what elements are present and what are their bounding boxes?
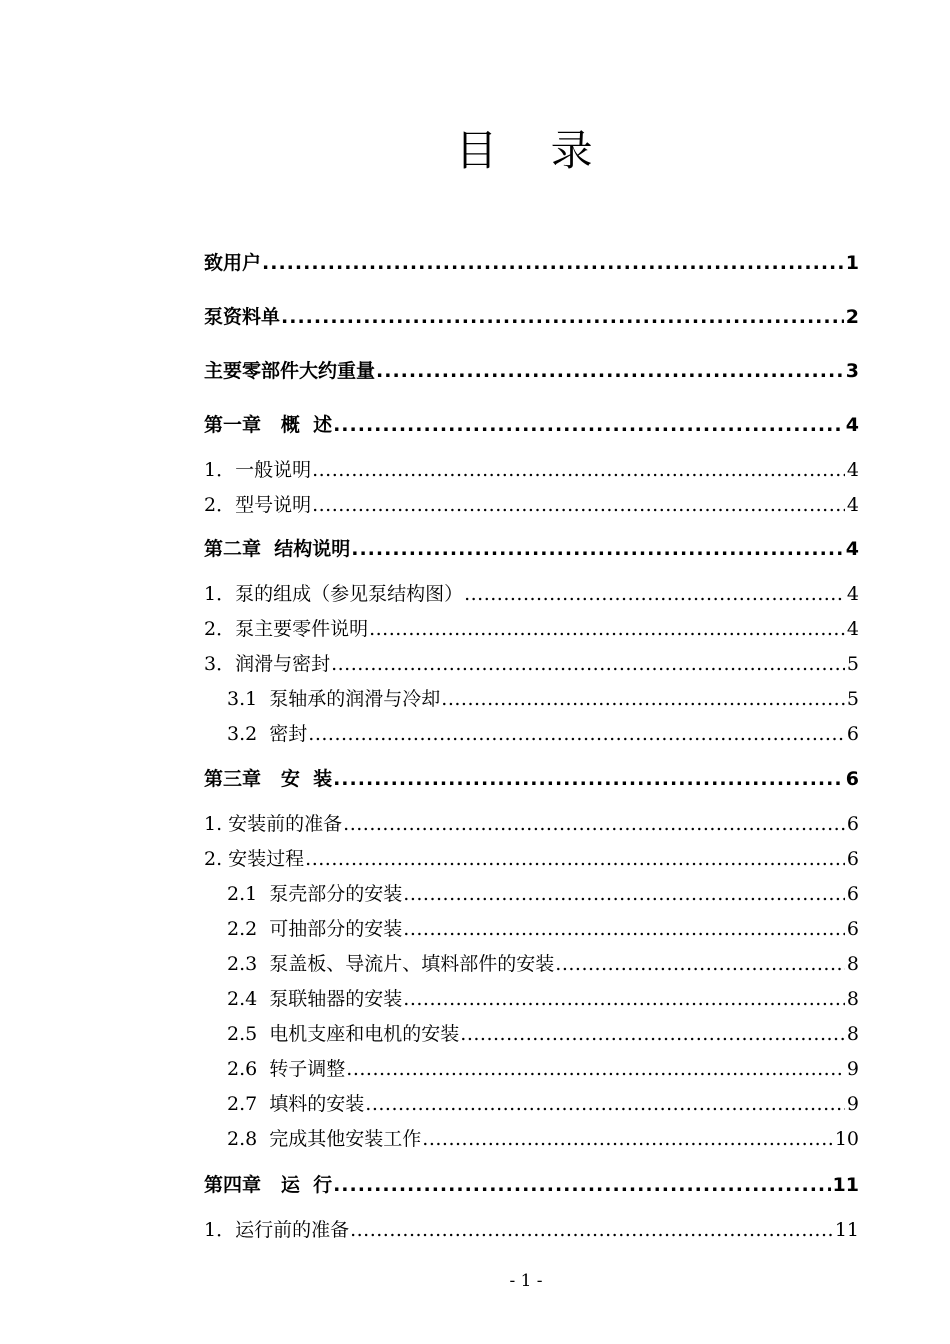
- toc-entry[interactable]: [204, 1170, 859, 1200]
- dot-leader: [422, 1124, 833, 1154]
- dot-leader: [369, 614, 845, 644]
- page-number-footer: - 1 -: [509, 1271, 543, 1291]
- toc-entry[interactable]: [227, 1054, 859, 1084]
- toc-entry-page: 6: [846, 723, 859, 745]
- toc-entry-page: 4: [846, 494, 859, 516]
- toc-entry[interactable]: [227, 879, 859, 909]
- toc-entry[interactable]: [227, 949, 859, 979]
- dot-leader: [312, 455, 845, 485]
- toc-entry-label: 2.1 泵壳部分的安装: [227, 883, 403, 905]
- dot-leader: [333, 764, 844, 794]
- dot-leader: [308, 719, 845, 749]
- dot-leader: [441, 684, 845, 714]
- toc-entry[interactable]: [227, 1019, 859, 1049]
- dot-leader: [312, 490, 845, 520]
- toc-entry-label: 第三章 安 装: [204, 768, 333, 790]
- toc-entry-page: 10: [834, 1128, 859, 1150]
- toc-entry-label: 1．泵的组成（参见泵结构图）: [204, 583, 464, 605]
- toc-entry-page: 4: [845, 414, 859, 436]
- toc-entry[interactable]: [204, 248, 859, 278]
- toc-entry-label: 第一章 概 述: [204, 414, 333, 436]
- toc-entry[interactable]: [204, 356, 859, 386]
- toc-entry-label: 第二章 结构说明: [204, 538, 351, 560]
- dot-leader: [262, 248, 844, 278]
- dot-leader: [331, 649, 845, 679]
- toc-entry-page: 9: [846, 1093, 859, 1115]
- toc-entry-page: 11: [834, 1219, 859, 1241]
- toc-entry-page: 5: [846, 653, 859, 675]
- toc-entry[interactable]: [204, 490, 859, 520]
- toc-entry[interactable]: [204, 410, 859, 440]
- toc-entry[interactable]: [227, 1124, 859, 1154]
- toc-entry[interactable]: [227, 719, 859, 749]
- toc-entry[interactable]: [204, 579, 859, 609]
- toc-entry-page: 8: [846, 988, 859, 1010]
- toc-entry-label: 2.2 可抽部分的安装: [227, 918, 403, 940]
- toc-entry-page: 4: [846, 583, 859, 605]
- toc-entry-label: 1. 安装前的准备: [204, 813, 343, 835]
- dot-leader: [351, 534, 844, 564]
- toc-entry[interactable]: [204, 844, 859, 874]
- toc-entry[interactable]: [204, 649, 859, 679]
- toc-entry[interactable]: [204, 302, 859, 332]
- toc-entry-page: 6: [846, 848, 859, 870]
- toc-entry-page: 6: [846, 883, 859, 905]
- toc-entry-page: 3: [845, 360, 859, 382]
- toc-entry[interactable]: [204, 1215, 859, 1245]
- toc-entry-label: 主要零部件大约重量: [204, 360, 376, 382]
- toc-entry-page: 6: [846, 918, 859, 940]
- toc-entry-label: 第四章 运 行: [204, 1174, 333, 1196]
- dot-leader: [281, 302, 844, 332]
- toc-entry-page: 8: [846, 1023, 859, 1045]
- toc-entry-page: 4: [846, 618, 859, 640]
- toc-entry-label: 2．泵主要零件说明: [204, 618, 369, 640]
- toc-entry-page: 11: [832, 1174, 859, 1196]
- toc-entry-label: 3.2 密封: [227, 723, 308, 745]
- dot-leader: [346, 1054, 845, 1084]
- toc-entry-page: 6: [845, 768, 859, 790]
- toc-entry-label: 2．型号说明: [204, 494, 312, 516]
- toc-entry[interactable]: [227, 1089, 859, 1119]
- dot-leader: [555, 949, 845, 979]
- toc-entry[interactable]: [204, 614, 859, 644]
- toc-entry-page: 2: [845, 306, 859, 328]
- toc-entry[interactable]: [204, 534, 859, 564]
- toc-entry-page: 8: [846, 953, 859, 975]
- toc-entry-page: 1: [845, 252, 859, 274]
- toc-entry-label: 致用户: [204, 252, 262, 274]
- dot-leader: [333, 410, 844, 440]
- dot-leader: [343, 809, 845, 839]
- toc-entry-label: 1．一般说明: [204, 459, 312, 481]
- dot-leader: [350, 1215, 833, 1245]
- toc-entry[interactable]: [227, 914, 859, 944]
- toc-entry-label: 2.8 完成其他安装工作: [227, 1128, 422, 1150]
- toc-entry-page: 5: [846, 688, 859, 710]
- dot-leader: [333, 1170, 830, 1200]
- toc-entry-page: 4: [845, 538, 859, 560]
- dot-leader: [365, 1089, 845, 1119]
- dot-leader: [305, 844, 845, 874]
- toc-entry-label: 2.5 电机支座和电机的安装: [227, 1023, 460, 1045]
- toc-entry-label: 1．运行前的准备: [204, 1219, 350, 1241]
- toc-entry[interactable]: [204, 764, 859, 794]
- toc-entry[interactable]: [227, 684, 859, 714]
- toc-entry[interactable]: [204, 455, 859, 485]
- toc-entry-label: 3．润滑与密封: [204, 653, 331, 675]
- toc-entry[interactable]: [227, 984, 859, 1014]
- toc-entry-page: 4: [846, 459, 859, 481]
- dot-leader: [403, 879, 845, 909]
- toc-entry-label: 2.6 转子调整: [227, 1058, 346, 1080]
- toc-entry-label: 3.1 泵轴承的润滑与冷却: [227, 688, 441, 710]
- toc-entry-label: 2. 安装过程: [204, 848, 305, 870]
- page-title: 目 录: [455, 126, 613, 175]
- toc-entry-label: 2.7 填料的安装: [227, 1093, 365, 1115]
- dot-leader: [403, 984, 845, 1014]
- toc-entry-page: 6: [846, 813, 859, 835]
- dot-leader: [376, 356, 844, 386]
- dot-leader: [403, 914, 845, 944]
- dot-leader: [464, 579, 845, 609]
- dot-leader: [460, 1019, 845, 1049]
- toc-entry-label: 2.3 泵盖板、导流片、填料部件的安装: [227, 953, 555, 975]
- toc-entry-page: 9: [846, 1058, 859, 1080]
- toc-entry[interactable]: [204, 809, 859, 839]
- toc-entry-label: 2.4 泵联轴器的安装: [227, 988, 403, 1010]
- toc-entry-label: 泵资料单: [204, 306, 281, 328]
